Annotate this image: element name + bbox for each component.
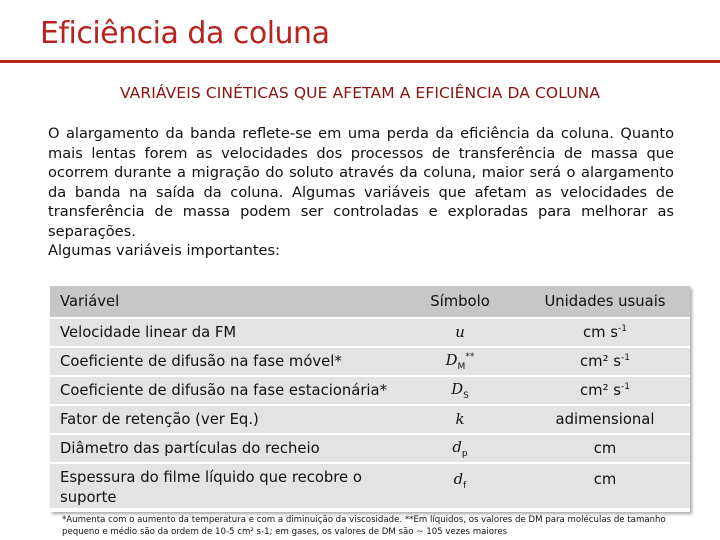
intro-text: O alargamento da banda reflete-se em uma perda da eficiência da coluna. Quanto mais lentas forem as velocidades dos processos de transferência de massa que ocorrem durante a migração do soluto através da coluna, maior será o alargamento da banda na saída da coluna. Algumas variáveis que afetam as velocidades de transferência de massa podem ser controladas e exploradas para melhorar as separações. <box>48 125 674 240</box>
intro-paragraph <box>48 124 674 261</box>
units-exponent: -1 <box>620 382 630 393</box>
units-exponent: -1 <box>620 353 630 364</box>
table-row <box>50 318 690 347</box>
cell-variable: Coeficiente de difusão na fase estacionária* <box>50 376 400 405</box>
symbol-subscript: f <box>463 480 467 491</box>
intro-tail: Algumas variáveis importantes: <box>48 242 281 259</box>
symbol-main: D <box>451 380 464 398</box>
cell-variable: Velocidade linear da FM <box>50 318 400 347</box>
cell-symbol <box>400 347 520 376</box>
cell-units <box>520 318 690 347</box>
symbol-main: u <box>455 324 465 341</box>
symbol-superscript: ** <box>465 351 475 362</box>
symbol-main: D <box>445 351 458 369</box>
title-divider <box>0 60 720 63</box>
cell-units: cm <box>520 434 690 463</box>
cell-symbol <box>400 318 520 347</box>
table-row <box>50 463 690 509</box>
units-exponent: -1 <box>617 324 627 335</box>
cell-symbol <box>400 463 520 509</box>
cell-variable: Coeficiente de difusão na fase móvel* <box>50 347 400 376</box>
header-variable: Variável <box>50 286 400 318</box>
header-symbol: Símbolo <box>400 286 520 318</box>
units-main: cm² s <box>580 382 621 399</box>
units-main: cm s <box>583 324 618 341</box>
cell-units: cm <box>520 463 690 509</box>
symbol-subscript: S <box>463 390 469 401</box>
cell-variable: Diâmetro das partículas do recheio <box>50 434 400 463</box>
variables-table <box>50 286 690 512</box>
symbol-main: d <box>453 471 464 488</box>
table-row <box>50 405 690 434</box>
symbol-main: k <box>455 411 465 428</box>
cell-variable: Fator de retenção (ver Eq.) <box>50 405 400 434</box>
section-subtitle: VARIÁVEIS CINÉTICAS QUE AFETAM A EFICIÊNCIA DA COLUNA <box>119 84 601 102</box>
cell-units <box>520 347 690 376</box>
cell-symbol <box>400 376 520 405</box>
table-row <box>50 376 690 405</box>
table-footnote: *Aumenta com o aumento da temperatura e com a diminuição da viscosidade. **Em líquidos, os valores de DM para moléculas de tamanho pequeno e médio são da ordem de 10-5 cm² s-1; em gases, os valores de DM são ~ 105 vezes maiores <box>62 515 666 537</box>
symbol-subscript: M <box>457 361 466 372</box>
symbol-subscript: p <box>461 448 468 459</box>
symbol-main: d <box>452 438 462 456</box>
table-row <box>50 347 690 376</box>
page-title: Eficiência da coluna <box>40 16 330 51</box>
cell-symbol <box>400 405 520 434</box>
table-row <box>50 434 690 463</box>
units-main: cm² s <box>580 353 621 370</box>
cell-variable: Espessura do filme líquido que recobre o suporte <box>50 463 400 509</box>
cell-units <box>520 376 690 405</box>
cell-units: adimensional <box>520 405 690 434</box>
header-units: Unidades usuais <box>520 286 690 318</box>
cell-symbol <box>400 434 520 463</box>
table-header-row <box>50 286 690 318</box>
